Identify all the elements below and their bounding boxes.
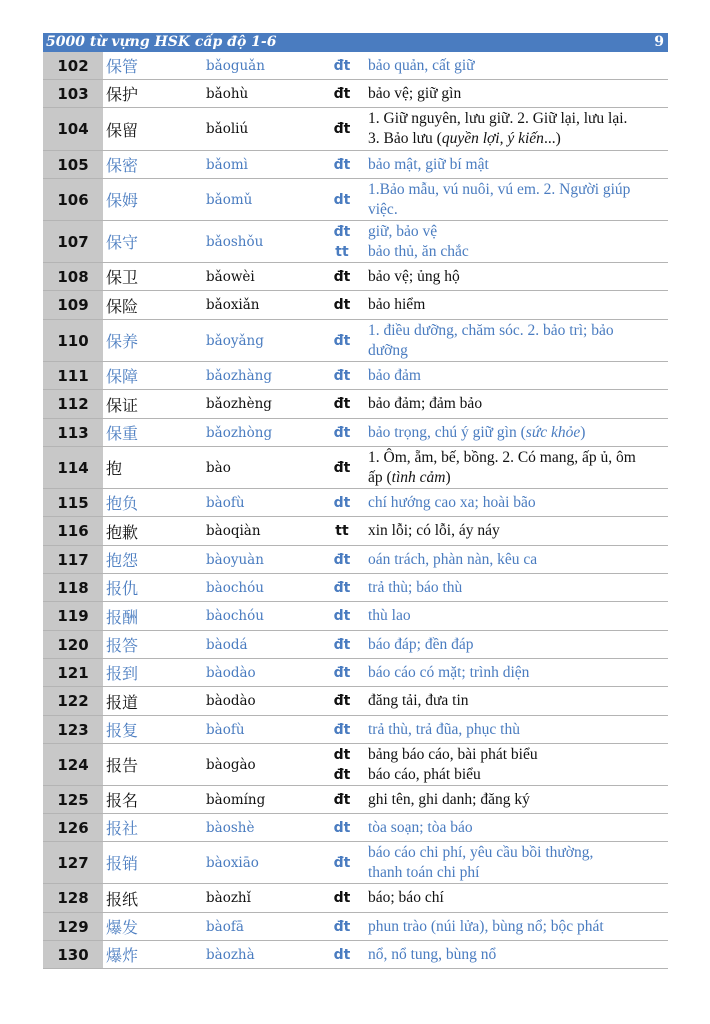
entry-part-of-speech	[328, 517, 356, 545]
entry-part-of-speech	[328, 659, 356, 686]
entry-part-of-speech	[328, 390, 356, 418]
table-row	[43, 884, 668, 913]
entry-meaning	[368, 884, 666, 912]
entry-pinyin: bàofù	[206, 494, 245, 511]
entry-part-of-speech	[328, 842, 356, 883]
table-row	[43, 786, 668, 814]
meaning-lines	[368, 843, 593, 883]
meaning-lines	[368, 663, 529, 683]
entry-pinyin: bǎoliú	[206, 121, 249, 137]
entry-number: 102	[43, 52, 103, 79]
meaning-line: bảo đảm; đảm bảo	[368, 395, 483, 412]
entry-meaning	[368, 687, 666, 715]
pos-label: dt	[333, 746, 351, 763]
entry-number: 122	[43, 687, 103, 715]
entry-hanzi: 抱歉	[106, 522, 139, 542]
page-number: 9	[654, 34, 664, 50]
entry-pinyin: bàodá	[206, 636, 248, 653]
table-row	[43, 419, 668, 447]
entry-meaning	[368, 179, 666, 220]
entry-meaning	[368, 390, 666, 418]
pos-label: tt	[335, 523, 349, 539]
entry-meaning	[368, 716, 666, 743]
entry-meaning	[368, 419, 666, 446]
entry-meaning	[368, 546, 666, 573]
meaning-line: 1.Bảo mẫu, vú nuôi, vú em. 2. Người giúp	[368, 180, 631, 198]
entry-hanzi: 报酬	[106, 607, 139, 627]
entry-hanzi: 保卫	[106, 268, 139, 287]
meaning-lines	[368, 917, 604, 937]
entry-hanzi: 报销	[106, 854, 139, 873]
entry-meaning	[368, 659, 666, 686]
table-row	[43, 602, 668, 631]
meaning-lines	[368, 720, 520, 740]
entry-number: 104	[43, 108, 103, 150]
meaning-line: bảo trọng, chú ý giữ gìn (sức khỏe)	[368, 423, 586, 441]
entry-part-of-speech	[328, 151, 356, 178]
pos-label: đt	[333, 636, 351, 653]
entry-meaning	[368, 108, 666, 150]
meaning-line: báo đáp; đền đáp	[368, 635, 474, 653]
meaning-lines	[368, 295, 425, 315]
pos-label: đt	[333, 551, 351, 568]
pos-label: đt	[333, 579, 351, 596]
entry-number: 126	[43, 814, 103, 841]
entry-hanzi: 抱怨	[106, 551, 139, 570]
pos-label: dt	[333, 946, 351, 963]
entry-pinyin: bàozhà	[206, 946, 255, 963]
table-row	[43, 52, 668, 80]
meaning-line: bảo mật, giữ bí mật	[368, 155, 489, 173]
pos-label: đt	[333, 791, 351, 808]
meaning-lines	[368, 888, 444, 908]
meaning-lines	[368, 945, 496, 965]
meaning-line: bảo thủ, ăn chắc	[368, 242, 469, 260]
entry-meaning	[368, 489, 666, 516]
table-row	[43, 517, 668, 546]
meaning-line: trả thù, trả đũa, phục thù	[368, 720, 520, 738]
table-row	[43, 546, 668, 574]
entry-pinyin: bàodào	[206, 664, 256, 681]
entry-pinyin: bàodào	[206, 693, 256, 709]
entry-number: 115	[43, 489, 103, 516]
meaning-line: chí hướng cao xa; hoài bão	[368, 493, 536, 511]
meaning-line: oán trách, phàn nàn, kêu ca	[368, 550, 538, 568]
meaning-line: thù lao	[368, 607, 411, 624]
entry-meaning	[368, 842, 666, 883]
meaning-line: báo; báo chí	[368, 889, 444, 906]
meaning-line: thanh toán chi phí	[368, 863, 480, 881]
entry-pinyin: bàofù	[206, 721, 245, 738]
entry-part-of-speech	[328, 546, 356, 573]
entry-meaning	[368, 602, 666, 630]
pos-label: đt	[333, 156, 351, 173]
entry-pinyin: bàoshè	[206, 819, 255, 836]
entry-number: 113	[43, 419, 103, 446]
entry-pinyin: bǎoyǎng	[206, 332, 264, 349]
entry-meaning	[368, 574, 666, 601]
meaning-lines	[368, 745, 538, 785]
table-row	[43, 842, 668, 884]
entry-meaning	[368, 221, 666, 262]
meaning-lines	[368, 635, 473, 655]
table-row	[43, 108, 668, 151]
entry-hanzi: 报社	[106, 819, 139, 838]
pos-label: đt	[333, 121, 351, 137]
pos-label: dt	[333, 191, 351, 208]
entry-number: 108	[43, 263, 103, 290]
entry-number: 125	[43, 786, 103, 813]
meaning-lines	[368, 366, 421, 386]
meaning-lines	[368, 448, 636, 488]
entry-pinyin: bàomíng	[206, 791, 266, 808]
entry-hanzi: 保密	[106, 156, 139, 175]
pos-label: đt	[333, 918, 351, 935]
pos-label: đt	[333, 721, 351, 738]
meaning-line: đăng tải, đưa tin	[368, 692, 469, 709]
entry-hanzi: 报答	[106, 636, 139, 655]
entry-number: 112	[43, 390, 103, 418]
entry-part-of-speech	[328, 419, 356, 446]
meaning-lines	[368, 423, 585, 443]
meaning-line: bảo quản, cất giữ	[368, 56, 475, 74]
entry-pinyin: bǎomì	[206, 156, 248, 173]
table-row	[43, 447, 668, 489]
pos-label: đt	[333, 57, 351, 74]
entry-pinyin: bǎozhàng	[206, 367, 273, 384]
table-row	[43, 687, 668, 716]
meaning-line: phun trào (núi lửa), bùng nổ; bộc phát	[368, 917, 604, 935]
entry-hanzi: 爆炸	[106, 946, 139, 965]
table-row	[43, 574, 668, 602]
entry-hanzi: 保险	[106, 296, 139, 316]
entry-part-of-speech	[328, 291, 356, 319]
entry-part-of-speech	[328, 263, 356, 290]
pos-label: dt	[333, 494, 351, 511]
entry-hanzi: 保守	[106, 233, 139, 252]
meaning-line: báo cáo có mặt; trình diện	[368, 663, 530, 681]
pos-label: đt	[333, 223, 351, 240]
meaning-lines	[368, 155, 489, 175]
entry-number: 130	[43, 941, 103, 968]
entry-meaning	[368, 517, 666, 545]
meaning-line: bảng báo cáo, bài phát biểu	[368, 745, 538, 763]
meaning-lines	[368, 56, 475, 76]
table-row	[43, 291, 668, 320]
entry-part-of-speech	[328, 489, 356, 516]
entry-meaning	[368, 80, 666, 107]
entry-part-of-speech	[328, 320, 356, 361]
meaning-lines	[368, 394, 482, 414]
entry-hanzi: 报到	[106, 664, 139, 683]
pos-label: đt	[333, 367, 351, 384]
entry-meaning	[368, 814, 666, 841]
entry-meaning	[368, 320, 666, 361]
pos-label: đt	[333, 332, 351, 349]
meaning-line: bảo vệ; ủng hộ	[368, 267, 460, 285]
entry-pinyin: bàozhǐ	[206, 890, 251, 906]
entry-hanzi: 爆发	[106, 918, 139, 937]
pos-label: đt	[333, 396, 351, 412]
entry-hanzi: 保养	[106, 332, 139, 351]
meaning-lines	[368, 180, 630, 220]
meaning-lines	[368, 84, 461, 104]
entry-number: 114	[43, 447, 103, 488]
entry-hanzi: 报告	[106, 756, 139, 775]
entry-meaning	[368, 744, 666, 785]
entry-part-of-speech	[328, 744, 356, 785]
pos-label: đt	[333, 459, 351, 476]
pos-label: tt	[335, 243, 349, 260]
meaning-line: bảo đảm	[368, 366, 421, 384]
entry-part-of-speech	[328, 52, 356, 79]
entry-pinyin: bàoyuàn	[206, 551, 264, 568]
meaning-line: giữ, bảo vệ	[368, 222, 438, 240]
entry-number: 105	[43, 151, 103, 178]
meaning-line: tòa soạn; tòa báo	[368, 818, 473, 836]
meaning-lines	[368, 606, 411, 626]
entry-pinyin: bǎozhèng	[206, 396, 272, 412]
entry-hanzi: 保姆	[106, 191, 139, 210]
entry-part-of-speech	[328, 884, 356, 912]
entry-part-of-speech	[328, 108, 356, 150]
meaning-line: 3. Bảo lưu (quyền lợi, ý kiến...)	[368, 130, 561, 147]
entry-meaning	[368, 151, 666, 178]
entry-meaning	[368, 447, 666, 488]
entry-pinyin: bǎozhòng	[206, 424, 273, 441]
meaning-lines	[368, 818, 473, 838]
meaning-lines	[368, 550, 537, 570]
meaning-line: 1. điều dưỡng, chăm sóc. 2. bảo trì; bảo	[368, 321, 614, 339]
entry-part-of-speech	[328, 913, 356, 940]
entry-pinyin: bàoxiāo	[206, 854, 259, 871]
meaning-lines	[368, 222, 469, 262]
table-row	[43, 362, 668, 390]
entry-number: 111	[43, 362, 103, 389]
meaning-line: xin lỗi; có lỗi, áy náy	[368, 522, 500, 539]
meaning-lines	[368, 493, 536, 513]
table-row	[43, 814, 668, 842]
meaning-line: bảo hiểm	[368, 296, 426, 313]
pos-label: đt	[333, 854, 351, 871]
entry-number: 127	[43, 842, 103, 883]
entry-number: 110	[43, 320, 103, 361]
pos-label: đt	[333, 693, 351, 709]
entry-hanzi: 保管	[106, 57, 139, 76]
table-row	[43, 263, 668, 291]
entry-part-of-speech	[328, 786, 356, 813]
meaning-line: bảo vệ; giữ gìn	[368, 84, 462, 102]
entry-part-of-speech	[328, 179, 356, 220]
meaning-lines	[368, 790, 530, 810]
entry-pinyin: bào	[206, 459, 231, 476]
pos-label: dt	[333, 297, 351, 313]
table-row	[43, 489, 668, 517]
pos-label: đt	[333, 268, 351, 285]
meaning-lines	[368, 267, 460, 287]
entry-number: 109	[43, 291, 103, 319]
entry-hanzi: 保重	[106, 424, 139, 443]
entry-number: 116	[43, 517, 103, 545]
entry-hanzi: 报纸	[106, 889, 139, 909]
entry-number: 118	[43, 574, 103, 601]
entry-part-of-speech	[328, 941, 356, 968]
entry-number: 121	[43, 659, 103, 686]
entry-meaning	[368, 941, 666, 968]
table-row	[43, 390, 668, 419]
table-row	[43, 631, 668, 659]
meaning-lines	[368, 578, 462, 598]
meaning-line: 1. Giữ nguyên, lưu giữ. 2. Giữ lại, lưu lại.	[368, 110, 628, 127]
entry-pinyin: bǎoxiǎn	[206, 297, 260, 313]
table-row	[43, 80, 668, 108]
entry-hanzi: 保护	[106, 85, 139, 104]
entry-part-of-speech	[328, 631, 356, 658]
entry-part-of-speech	[328, 574, 356, 601]
meaning-line: dưỡng	[368, 341, 408, 359]
entry-part-of-speech	[328, 687, 356, 715]
entry-pinyin: bǎoshǒu	[206, 233, 264, 250]
pos-label: dt	[333, 608, 351, 624]
meaning-line: báo cáo, phát biểu	[368, 765, 481, 783]
entry-number: 123	[43, 716, 103, 743]
entry-number: 120	[43, 631, 103, 658]
pos-label: đt	[333, 85, 351, 102]
page-header	[43, 33, 668, 52]
entry-number: 117	[43, 546, 103, 573]
table-row	[43, 716, 668, 744]
vocabulary-table	[43, 52, 668, 969]
pos-label: đt	[333, 424, 351, 441]
meaning-line: ấp (tình cảm)	[368, 468, 451, 486]
entry-hanzi: 保证	[106, 395, 139, 415]
entry-pinyin: bǎomǔ	[206, 191, 253, 208]
entry-part-of-speech	[328, 814, 356, 841]
entry-pinyin: bàochóu	[206, 579, 264, 596]
pos-label: dt	[333, 819, 351, 836]
book-title: 5000 từ vựng HSK cấp độ 1-6	[46, 34, 277, 50]
entry-hanzi: 报道	[106, 692, 139, 712]
entry-number: 106	[43, 179, 103, 220]
meaning-line: nổ, nổ tung, bùng nổ	[368, 945, 497, 963]
entry-part-of-speech	[328, 447, 356, 488]
entry-number: 103	[43, 80, 103, 107]
entry-part-of-speech	[328, 602, 356, 630]
entry-hanzi: 保障	[106, 367, 139, 386]
meaning-line: báo cáo chi phí, yêu cầu bồi thường,	[368, 843, 594, 861]
entry-part-of-speech	[328, 80, 356, 107]
entry-pinyin: bàochóu	[206, 608, 264, 624]
meaning-lines	[368, 109, 627, 149]
entry-pinyin: bǎohù	[206, 85, 249, 102]
table-row	[43, 179, 668, 221]
entry-meaning	[368, 631, 666, 658]
meaning-line: 1. Ôm, ẵm, bế, bồng. 2. Có mang, ấp ủ, ôm	[368, 448, 636, 466]
meaning-lines	[368, 321, 614, 361]
pos-label: đt	[333, 664, 351, 681]
table-row	[43, 913, 668, 941]
entry-number: 107	[43, 221, 103, 262]
entry-part-of-speech	[328, 221, 356, 262]
table-row	[43, 744, 668, 786]
entry-part-of-speech	[328, 362, 356, 389]
entry-pinyin: bàoqiàn	[206, 523, 261, 539]
meaning-lines	[368, 691, 469, 711]
pos-label: đt	[333, 766, 351, 783]
entry-pinyin: bàogào	[206, 756, 256, 773]
entry-hanzi: 抱负	[106, 494, 139, 513]
entry-pinyin: bǎowèi	[206, 268, 255, 285]
entry-meaning	[368, 913, 666, 940]
entry-meaning	[368, 362, 666, 389]
table-row	[43, 941, 668, 969]
entry-number: 124	[43, 744, 103, 785]
entry-number: 129	[43, 913, 103, 940]
entry-meaning	[368, 786, 666, 813]
entry-meaning	[368, 263, 666, 290]
entry-pinyin: bǎoguǎn	[206, 57, 265, 74]
entry-pinyin: bàofā	[206, 918, 244, 935]
entry-part-of-speech	[328, 716, 356, 743]
entry-hanzi: 抱	[106, 459, 123, 478]
entry-hanzi: 报仇	[106, 579, 139, 598]
pos-label: dt	[333, 890, 351, 906]
meaning-lines	[368, 521, 500, 541]
entry-number: 128	[43, 884, 103, 912]
meaning-line: việc.	[368, 200, 398, 218]
table-row	[43, 320, 668, 362]
table-row	[43, 151, 668, 179]
meaning-line: ghi tên, ghi danh; đăng ký	[368, 790, 530, 808]
entry-number: 119	[43, 602, 103, 630]
entry-meaning	[368, 52, 666, 79]
entry-hanzi: 报复	[106, 721, 139, 740]
table-row	[43, 221, 668, 263]
entry-hanzi: 保留	[106, 120, 139, 140]
entry-meaning	[368, 291, 666, 319]
meaning-line: trả thù; báo thù	[368, 578, 463, 596]
table-row	[43, 659, 668, 687]
entry-hanzi: 报名	[106, 791, 139, 810]
